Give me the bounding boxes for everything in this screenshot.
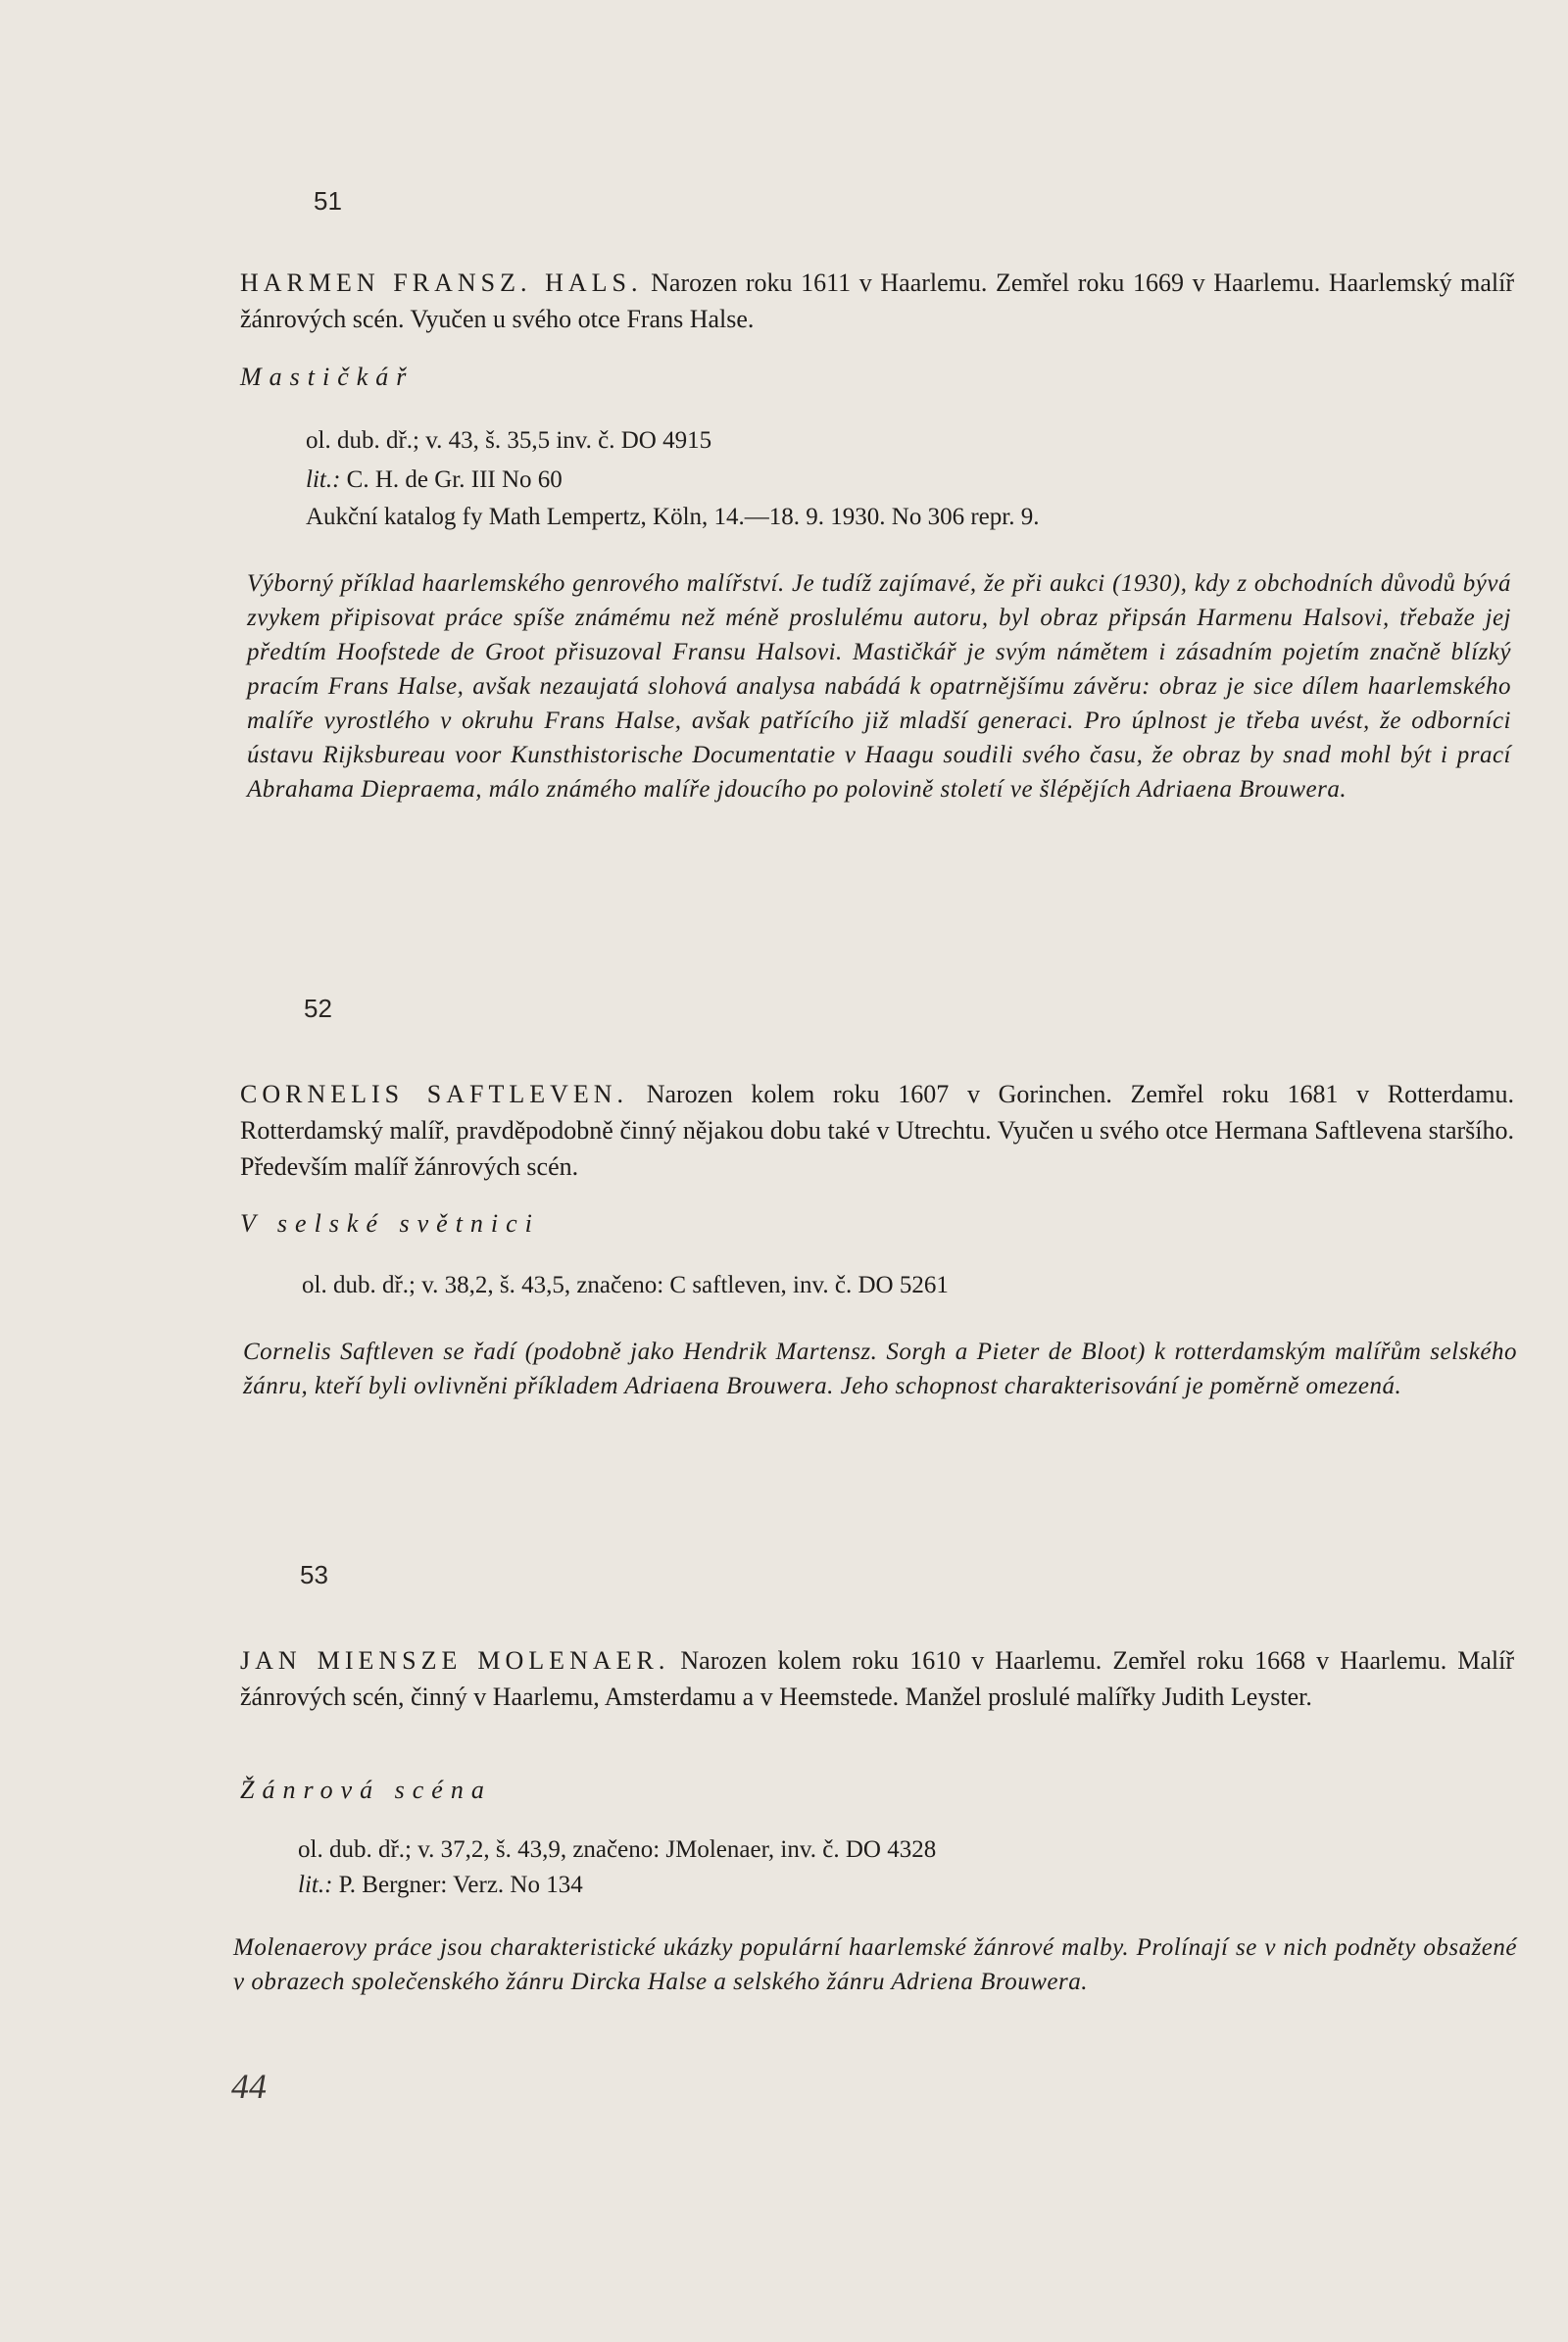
artwork-details: ol. dub. dř.; v. 43, š. 35,5 inv. č. DO 4915 (306, 427, 712, 454)
literature-line (306, 466, 563, 494)
auction-reference: Aukční katalog fy Math Lempertz, Köln, 14.—18. 9. 1930. No 306 repr. 9. (306, 504, 1040, 530)
literature-label: lit.: (306, 466, 341, 493)
commentary: Výborný příklad haarlemského genrového malířství. Je tudíž zajímavé, že při aukci (1930), kdy z obchodních důvodů bývá zvykem připisovat práce spíše známému než méně proslulému autoru, byl obraz připsán Harmenu Halsovi, třebaže jej předtím Hoofstede de Groot přisuzoval Fransu Halsovi. Mastičkář je svým námětem i zásadním pojetím značně blízký pracím Frans Halse, avšak nezaujatá slohová analysa nabádá k opatrnějšímu závěru: obraz je sice dílem haarlemského malíře vyrostlého v okruhu Frans Halse, avšak patřícího již mladší generaci. Pro úplnost je třeba uvést, že odborníci ústavu Rijksbureau voor Kunsthistorische Documentatie v Haagu soudili svého času, že obraz by snad mohl být i prací Abrahama Diepraema, málo známého malíře jdoucího po polovině století ve šlépějích Adriaena Brouwera. (247, 570, 1511, 803)
artist-name: JAN MIENSZE MOLENAER. (240, 1646, 670, 1675)
artwork-title: Žánrová scéna (240, 1776, 492, 1804)
literature-text: P. Bergner: Verz. No 134 (338, 1872, 583, 1898)
entry-number: 52 (304, 994, 332, 1023)
artist-bio: Narozen roku 1611 v Haarlemu. Zemřel roku 1669 v Haarlemu. Haarlemský malíř žánrových scén. Vyučen u svého otce Frans Halse. (240, 268, 1515, 333)
artist-name: CORNELIS SAFTLEVEN. (240, 1080, 629, 1108)
commentary: Molenaerovy práce jsou charakteristické ukázky populární haarlemské žánrové malby. Prolínají se v nich podněty obsažené v obrazech společenského žánru Dircka Halse a selského žánru Adriena Brouwera. (233, 1934, 1517, 1995)
artwork-title: V selské světnici (240, 1209, 540, 1238)
artist-heading (240, 1642, 1514, 1715)
literature-label: lit.: (298, 1872, 333, 1898)
literature-text: C. H. de Gr. III No 60 (346, 466, 563, 493)
entry-number: 51 (314, 186, 342, 216)
artist-heading (240, 265, 1514, 337)
artist-bio: Narozen kolem roku 1610 v Haarlemu. Zemřel roku 1668 v Haarlemu. Malíř žánrových scén, činný v Haarlemu, Amsterdamu a v Heemstede. Manžel proslulé malířky Judith Leyster. (240, 1646, 1515, 1711)
entry-number: 53 (300, 1560, 328, 1589)
artist-name: HARMEN FRANSZ. HALS. (240, 268, 643, 297)
page-number: 44 (231, 2067, 267, 2106)
artist-bio: Narozen kolem roku 1607 v Gorinchen. Zemřel roku 1681 v Rotterdamu. Rotterdamský malíř, pravděpodobně činný nějakou dobu také v Utrechtu. Vyučen u svého otce Hermana Saftlevena staršího. Především malíř žánrových scén. (240, 1080, 1514, 1181)
literature-line (298, 1872, 583, 1899)
artwork-details: ol. dub. dř.; v. 38,2, š. 43,5, značeno: C saftleven, inv. č. DO 5261 (302, 1272, 949, 1298)
artwork-details: ol. dub. dř.; v. 37,2, š. 43,9, značeno: JMolenaer, inv. č. DO 4328 (298, 1836, 937, 1863)
commentary: Cornelis Saftleven se řadí (podobně jako Hendrik Martensz. Sorgh a Pieter de Bloot) k rotterdamským malířům selského žánru, kteří byli ovlivněni příkladem Adriaena Brouwera. Jeho schopnost charakterisování je poměrně omezená. (243, 1339, 1517, 1399)
artist-heading (240, 1076, 1514, 1185)
artwork-title: Mastičkář (240, 363, 415, 391)
